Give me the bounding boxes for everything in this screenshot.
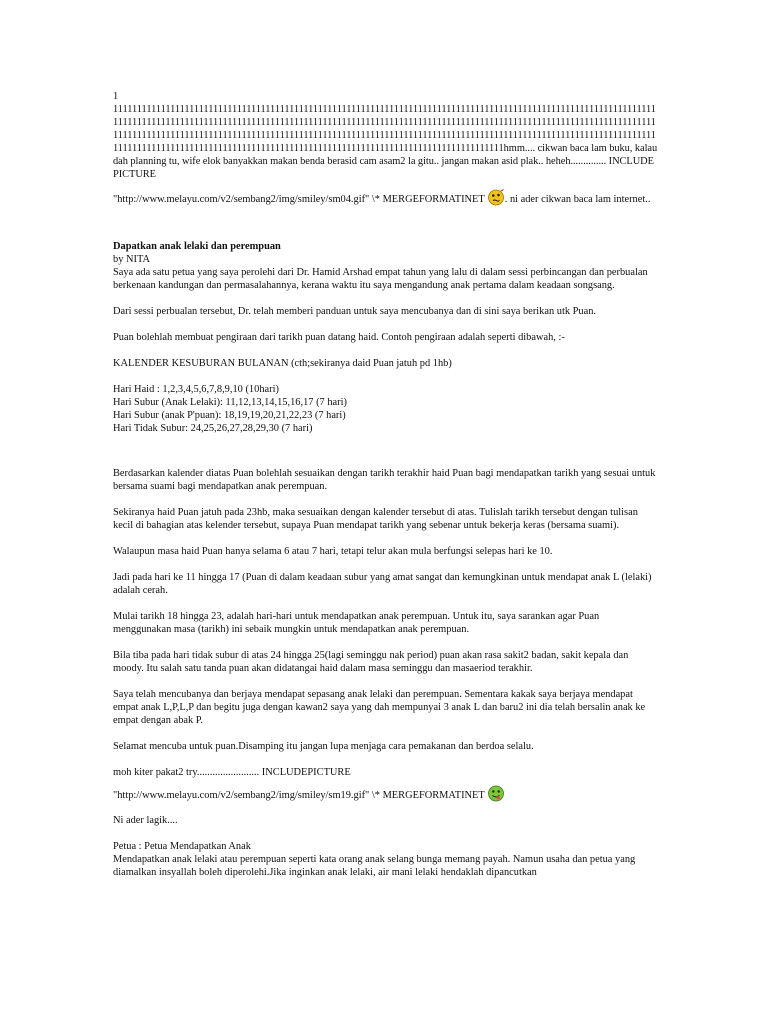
paragraph-5: Sekiranya haid Puan jatuh pada 23hb, maka sesuaikan dengan kalender tersebut di atas. Tulislah tarikh tersebut dengan tulisan kecil di bahagian atas kelender tersebut, supaya Puan mendapat tarikh yang sebenar untuk bekerja keras (bersama suami).: [113, 507, 638, 531]
paragraph-8: Mulai tarikh 18 hingga 23, adalah hari-hari untuk mendapatkan anak perempuan. Untuk itu, saya sarankan agar Puan menggunakan masa (tarikh) ini sebaik mungkin untuk mendapatkan anak perempuan.: [113, 611, 600, 635]
article-byline: by NITA: [113, 254, 150, 265]
paragraph-4: Berdasarkan kalender diatas Puan bolehlah sesuaikan dengan tarikh terakhir haid Puan bagi mendapatkan tarikh yang sesuai untuk bersama suami bagi mendapatkan anak perempuan.: [113, 468, 656, 492]
paragraph-15: Mendapatkan anak lelaki atau perempuan seperti kata orang anak selang bunga memang payah. Namun usaha dan petua yang diamalkan insyallah boleh diperolehi.Jika inginkan anak lelaki, air mani lelaki hendaklah dipancutkan: [113, 854, 636, 878]
paragraph-6: Walaupun masa haid Puan hanya selama 6 atau 7 hari, tetapi telur akan mula berfungsi selepas hari ke 10.: [113, 546, 553, 557]
field-code-1-text: "http://www.melayu.com/v2/sembang2/img/smiley/sm04.gif" \* MERGEFORMATINET: [113, 194, 485, 205]
page-number: 1: [113, 91, 119, 102]
field-code-2: [113, 785, 658, 806]
paragraph-14: Petua : Petua Mendapatkan Anak: [113, 841, 251, 852]
calendar-line: Hari Subur (Anak Lelaki): 11,12,13,14,15,16,17 (7 hari): [113, 397, 347, 408]
field-code-1-after: . ni ader cikwan baca lam internet..: [504, 194, 651, 205]
confused-smiley-icon: [487, 189, 505, 210]
paragraph-2: Dari sessi perbualan tersebut, Dr. telah memberi panduan untuk saya mencubanya dan di sini saya berikan utk Puan.: [113, 306, 597, 317]
paragraph-3: Puan bolehlah membuat pengiraan dari tarikh puan datang haid. Contoh pengiraan adalah seperti dibawah, :-: [113, 332, 565, 343]
paragraph-11: Selamat mencuba untuk puan.Disamping itu jangan lupa menjaga cara pemakanan dan berdoa selalu.: [113, 741, 534, 752]
article-title: Dapatkan anak lelaki dan perempuan: [113, 241, 281, 252]
ones-block: 1111111111111111111111111111111111111111111111111111111111111111111111111111111111111111111111111111111111111111111111111111111111111111111111111111111111111111111111111111111111111111111111111111111111111111111111111111111111111111111111111111111111111111111111111111111111111111111111111111111111111111111111111111111111111111111111111111111111111111111111111111111111111111111111111111111111111111111111111111111111111111: [113, 104, 656, 154]
field-code-2-text: "http://www.melayu.com/v2/sembang2/img/smiley/sm19.gif" \* MERGEFORMATINET: [113, 790, 485, 801]
ones-tail: hmm.... cikwan baca lam buku, kalau dah planning tu, wife elok banyakkan makan benda berasid cam asam2 la gitu.. jangan makan asid plak.. heheh.............. INCLUDEPICTURE: [113, 143, 658, 180]
calendar-line: Hari Tidak Subur: 24,25,26,27,28,29,30 (7 hari): [113, 423, 313, 434]
calendar-line: Hari Haid : 1,2,3,4,5,6,7,8,9,10 (10hari): [113, 384, 279, 395]
paragraph-13: Ni ader lagik....: [113, 815, 178, 826]
paragraph-1: Saya ada satu petua yang saya perolehi dari Dr. Hamid Arshad empat tahun yang lalu di dalam sessi perbincangan dan perbualan berkenaan kandungan dan permasalahannya, kerana waktu itu saya mengandung anak pertama dalam keadaan songsang.: [113, 267, 648, 291]
calendar-line: Hari Subur (anak P'puan): 18,19,19,20,21,22,23 (7 hari): [113, 410, 346, 421]
calendar-title: KALENDER KESUBURAN BULANAN (cth;sekiranya daid Puan jatuh pd 1hb): [113, 358, 452, 369]
ones-paragraph: [113, 103, 658, 181]
field-code-1: [113, 189, 658, 210]
document-body: [113, 90, 658, 879]
paragraph-12: moh kiter pakat2 try........................ INCLUDEPICTURE: [113, 767, 351, 778]
paragraph-7: Jadi pada hari ke 11 hingga 17 (Puan di dalam keadaan subur yang amat sangat dan kemungkinan untuk mendapat anak L (lelaki) adalah cerah.: [113, 572, 652, 596]
paragraph-10: Saya telah mencubanya dan berjaya mendapat sepasang anak lelaki dan perempuan. Sementara kakak saya berjaya mendapat empat anak L,P,L,P dan begitu juga dengan kawan2 saya yang dah mempunyai 3 anak L dan baru2 ini dia telah bersalin anak ke empat dengan abak P.: [113, 689, 646, 726]
tongue-smiley-icon: [487, 785, 505, 806]
paragraph-9: Bila tiba pada hari tidak subur di atas 24 hingga 25(lagi seminggu nak period) puan akan rasa sakit2 badan, sakit kepala dan moody. Itu salah satu tanda puan akan didatangai haid dalam masa seminggu dan masaeriod terakhir.: [113, 650, 629, 674]
